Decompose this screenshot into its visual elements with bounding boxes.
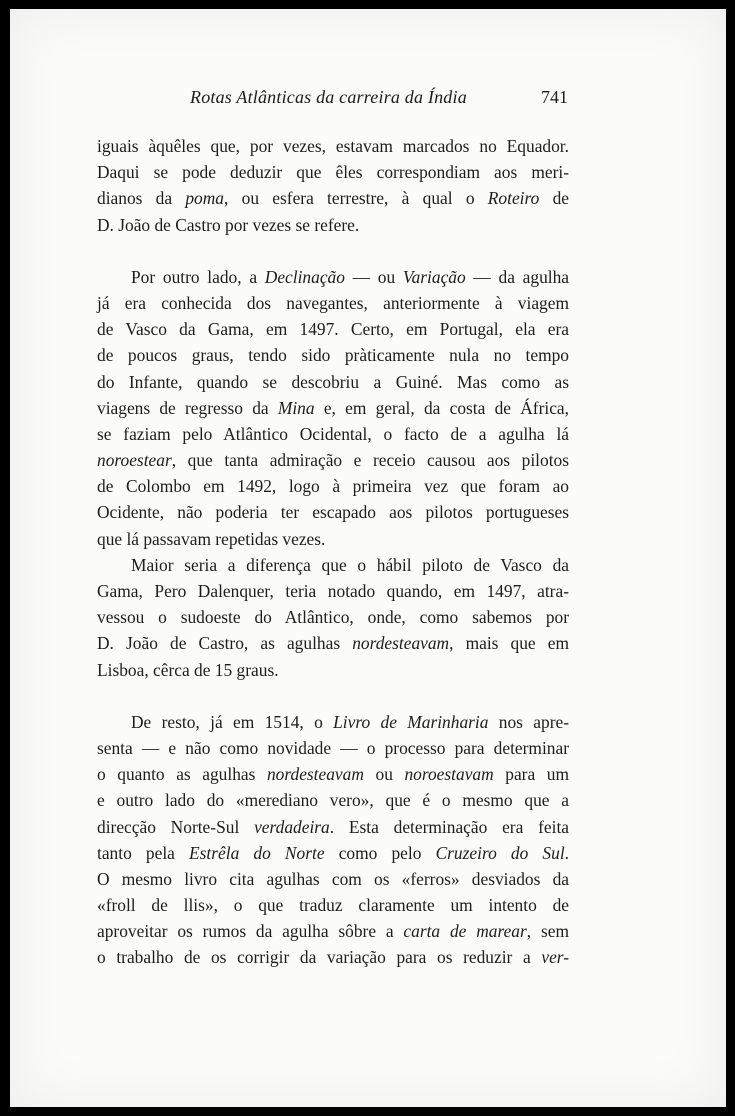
text-line: O mesmo livro cita agulhas com os «ferros» desviados da <box>97 868 569 889</box>
text-line: «froll de llis», o que traduz claramente um intento de <box>97 895 569 916</box>
text-line: De resto, já em 1514, o Livro de Marinharia nos apre- <box>131 711 570 732</box>
text-line: Ocidente, não poderia ter escapado aos pilotos portugueses <box>97 502 569 523</box>
text-line: e outro lado do «merediano vero», que é o mesmo que a <box>97 790 569 811</box>
text-line: do Infante, quando se descobriu a Guiné. Mas como as <box>97 371 569 392</box>
body-text <box>97 133 569 971</box>
paragraph-4 <box>97 709 569 971</box>
text-line: Por outro lado, a Declinação — ou Variação — da agulha <box>131 266 570 287</box>
text-line: já era conhecida dos navegantes, anteriormente à viagem <box>97 292 569 313</box>
text-line: dianos da poma, ou esfera terrestre, à qual o Roteiro de <box>97 188 570 209</box>
paragraph-2 <box>97 264 569 552</box>
text-line: iguais àquêles que, por vezes, estavam marcados no Equador. <box>97 136 569 156</box>
text-line: Lisboa, cêrca de 15 graus. <box>97 659 279 680</box>
paragraph-1 <box>97 133 569 238</box>
text-line: senta — e não como novidade — o processo para determinar <box>97 737 569 758</box>
running-title: Rotas Atlânticas da carreira da Índia <box>190 87 467 107</box>
text-line: de Colombo em 1492, logo à primeira vez que foram ao <box>97 476 569 497</box>
text-line: Maior seria a diferença que o hábil piloto de Vasco da <box>131 554 569 575</box>
text-line: direcção Norte-Sul verdadeira. Esta determinação era feita <box>97 816 570 837</box>
text-line: aproveitar os rumos da agulha sôbre a carta de marear, sem <box>97 921 569 942</box>
text-line: D. João de Castro por vezes se refere. <box>97 214 360 235</box>
text-line: de poucos graus, tendo sido pràticamente nula no tempo <box>97 345 569 366</box>
text-line: o quanto as agulhas nordesteavam ou noroestavam para um <box>97 764 569 785</box>
book-page <box>10 9 726 1107</box>
text-line: o trabalho de os corrigir da variação para os reduzir a ver- <box>97 947 569 968</box>
text-line: tanto pela Estrêla do Norte como pelo Cruzeiro do Sul. <box>97 842 570 863</box>
text-line: noroestear, que tanta admiração e receio causou aos pilotos <box>97 450 569 471</box>
paragraph-3 <box>97 552 569 683</box>
text-line: que lá passavam repetidas vezes. <box>97 528 326 549</box>
text-line: Gama, Pero Dalenquer, teria notado quando, em 1497, atra- <box>97 581 569 601</box>
text-line: D. João de Castro, as agulhas nordesteavam, mais que em <box>97 633 569 654</box>
text-line: se faziam pelo Atlântico Ocidental, o facto de a agulha lá <box>97 423 569 444</box>
text-line: de Vasco da Gama, em 1497. Certo, em Portugal, ela era <box>97 319 569 340</box>
page-number: 741 <box>541 87 568 107</box>
page-header <box>10 87 726 113</box>
text-line: viagens de regresso da Mina e, em geral, da costa de África, <box>97 397 569 418</box>
text-line: vessou o sudoeste do Atlântico, onde, como sabemos por <box>97 607 569 628</box>
text-line: Daqui se pode deduzir que êles correspondiam aos meri- <box>97 162 569 183</box>
